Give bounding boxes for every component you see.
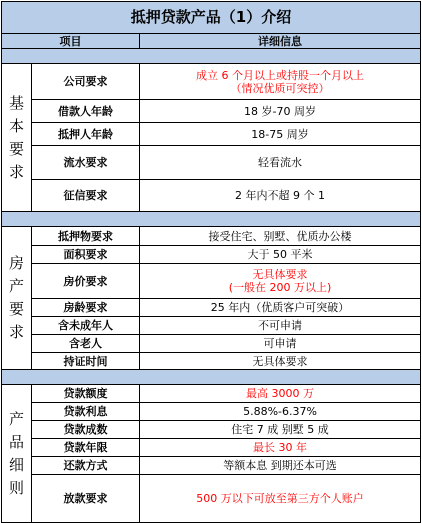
value-line: 轻看流水 [258,156,302,169]
table-row [2,180,421,212]
row-label: 含老人 [32,335,140,353]
row-label: 放款要求 [32,475,140,523]
header-details: 详细信息 [140,34,421,49]
category-char: 求 [8,162,24,181]
value-line: 等额本息 到期还本可选 [223,459,337,472]
row-label: 持证时间 [32,353,140,370]
section-category [2,227,32,370]
row-value [140,403,421,421]
value-line: 5.88%-6.37% [243,405,317,418]
row-label: 抵押人年龄 [32,123,140,146]
category-char: 则 [8,478,24,497]
value-line: 最高 3000 万 [246,387,314,400]
table-row [2,100,421,123]
row-value [140,335,421,353]
row-label: 贷款额度 [32,385,140,403]
value-line: 不可申请 [258,319,302,332]
category-char: 产 [8,409,24,428]
table-row [2,403,421,421]
row-value [140,317,421,335]
section-separator [2,49,421,64]
row-label: 抵押物要求 [32,227,140,246]
row-label: 含未成年人 [32,317,140,335]
row-value [140,385,421,403]
title-row [2,2,421,34]
row-label: 贷款年限 [32,439,140,457]
value-line: 2 年内不超 9 个 1 [235,189,325,202]
value-line: (一般在 200 万以上) [228,281,332,294]
value-line: 住宅 7 成 别墅 5 成 [231,423,329,436]
row-label: 贷款利息 [32,403,140,421]
value-line: 成立 6 个月以上或持股一个月以上 [196,68,364,82]
table-row [2,439,421,457]
value-line: 18-75 周岁 [251,127,309,141]
row-value [140,100,421,123]
value-line: 无具体要求 [252,268,308,281]
loan-product-table [1,1,421,523]
table-row [2,385,421,403]
table-title: 抵押贷款产品（1）介绍 [2,2,421,34]
row-value [140,421,421,439]
header-item: 项目 [2,34,140,49]
table-row [2,317,421,335]
category-char: 求 [8,323,24,341]
category-char: 品 [8,432,24,451]
value-line: 25 年内（优质客户可突破） [210,301,350,314]
row-label: 征信要求 [32,180,140,212]
row-value [140,475,421,523]
row-label: 贷款成数 [32,421,140,439]
row-value [140,439,421,457]
row-label: 借款人年龄 [32,100,140,123]
category-char: 基 [8,93,24,112]
row-value [140,264,421,299]
table-row [2,299,421,317]
category-char: 房 [8,254,24,272]
table-row [2,123,421,146]
row-value [140,246,421,264]
table-row [2,246,421,264]
separator-cell [2,212,421,227]
row-value [140,353,421,370]
table-row [2,146,421,180]
value-line: 最长 30 年 [253,441,307,454]
row-value [140,123,421,146]
separator-cell [2,49,421,64]
separator-cell [2,370,421,385]
category-char: 要 [8,300,24,318]
section-separator [2,212,421,227]
row-value [140,457,421,475]
category-char: 细 [8,455,24,474]
row-label: 面积要求 [32,246,140,264]
value-line: （情况优质可突控） [230,81,330,95]
row-value [140,180,421,212]
row-value [140,299,421,317]
category-char: 本 [8,116,24,135]
value-line: 无具体要求 [252,354,308,368]
row-label: 房龄要求 [32,299,140,317]
table-row [2,421,421,439]
table-row [2,264,421,299]
section-separator [2,370,421,385]
section-category [2,64,32,212]
value-line: 大于 50 平米 [247,248,313,261]
table-row [2,353,421,370]
row-label: 房价要求 [32,264,140,299]
row-value [140,227,421,246]
row-value [140,64,421,100]
table-row [2,227,421,246]
row-label: 流水要求 [32,146,140,180]
value-line: 18 岁-70 周岁 [244,104,316,118]
row-label: 公司要求 [32,64,140,100]
value-line: 接受住宅、别墅、优质办公楼 [208,229,352,243]
table-row [2,457,421,475]
table-row [2,475,421,523]
row-label: 还款方式 [32,457,140,475]
value-line: 500 万以下可放至第三方个人账户 [196,492,364,505]
header-row [2,34,421,49]
category-char: 产 [8,277,24,295]
category-char: 要 [8,139,24,158]
row-value [140,146,421,180]
table-row [2,335,421,353]
section-category [2,385,32,523]
value-line: 可申请 [263,337,297,350]
table-row [2,64,421,100]
